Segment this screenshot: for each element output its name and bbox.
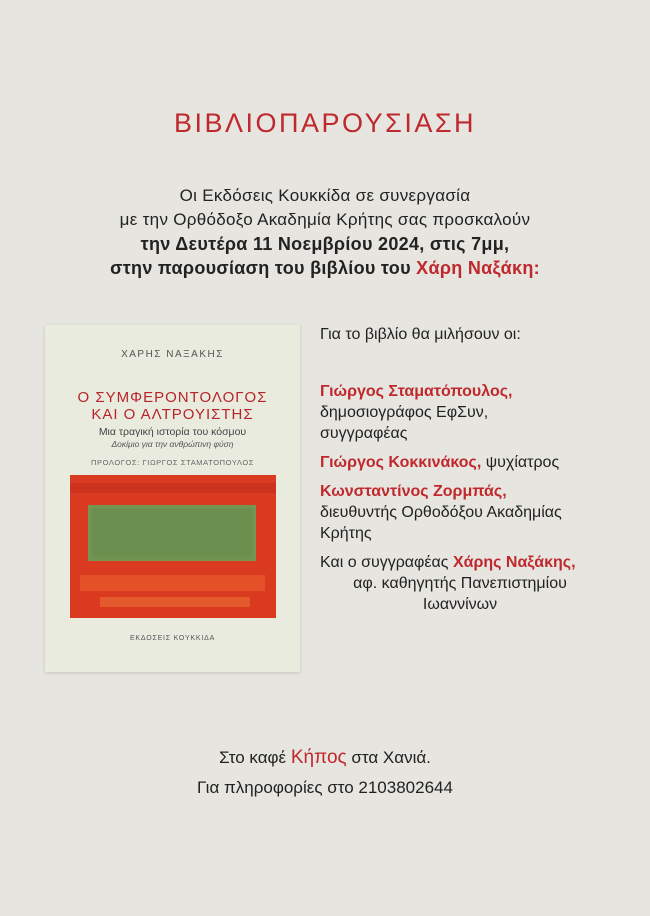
book-cover-title-line-1: Ο ΣΥΜΦΕΡΟΝΤΟΛΟΓΟΣ xyxy=(77,389,268,406)
intro-date-line: την Δευτέρα 11 Νοεμβρίου 2024, στις 7μμ, xyxy=(140,234,510,254)
footer-venue-line xyxy=(0,743,650,773)
intro-line-4-text: στην παρουσίαση του βιβλίου του xyxy=(110,258,417,278)
speaker-1 xyxy=(320,381,630,444)
speaker-4-line xyxy=(320,552,630,573)
intro-line-4 xyxy=(0,256,650,280)
speakers-lead: Για το βιβλίο θα μιλήσουν οι: xyxy=(320,326,521,343)
footer-info: Για πληροφορίες στο 2103802644 xyxy=(197,778,453,797)
painting-streak-bottom xyxy=(100,597,250,607)
painting-green-block xyxy=(88,505,256,561)
speakers-section xyxy=(320,324,630,623)
footer-prefix: Στο καφέ xyxy=(219,748,291,767)
book-cover-author: ΧΑΡΗΣ ΝΑΞΑΚΗΣ xyxy=(121,349,224,360)
speaker-1-role-line-2: συγγραφέας xyxy=(320,425,408,442)
speaker-4-role-line-1: αφ. καθηγητής Πανεπιστημίου xyxy=(353,575,567,592)
book-cover xyxy=(45,325,300,672)
invitation-text xyxy=(0,184,650,280)
book-cover-title xyxy=(45,389,300,423)
speaker-1-name: Γιώργος Σταματόπουλος, xyxy=(320,383,513,400)
footer xyxy=(0,743,650,803)
book-cover-prologue: ΠΡΟΛΟΓΟΣ: ΓΙΩΡΓΟΣ ΣΤΑΜΑΤΟΠΟΥΛΟΣ xyxy=(90,458,255,467)
intro-author-name: Χάρη Ναξάκη: xyxy=(416,258,540,278)
speaker-3-role-line-2: Κρήτης xyxy=(320,525,372,542)
intro-line-2: με την Ορθόδοξο Ακαδημία Κρήτης σας προσκαλούν xyxy=(119,210,531,229)
speaker-2 xyxy=(320,452,630,473)
speaker-1-role-line-1: δημοσιογράφος ΕφΣυν, xyxy=(320,404,489,421)
footer-venue-name: Κήπος xyxy=(290,747,347,768)
book-cover-subtitle: Μια τραγική ιστορία του κόσμου xyxy=(98,426,247,438)
page-title: ΒΙΒΛΙΟΠΑΡΟΥΣΙΑΣΗ xyxy=(173,108,477,138)
speaker-3-name: Κωνσταντίνος Ζορμπάς, xyxy=(320,483,507,500)
speaker-4-role-line-2: Ιωαννίνων xyxy=(422,596,498,613)
intro-line-1: Οι Εκδόσεις Κουκκίδα σε συνεργασία xyxy=(179,186,471,205)
speaker-2-name: Γιώργος Κοκκινάκος, xyxy=(320,454,482,471)
painting-streak-middle xyxy=(80,575,265,591)
footer-suffix: στα Χανιά. xyxy=(346,748,431,767)
speaker-4-prefix: Και ο συγγραφέας xyxy=(320,554,453,571)
speaker-3-role-line-1: διευθυντής Ορθοδόξου Ακαδημίας xyxy=(320,504,562,521)
speaker-4-name: Χάρης Ναξάκης, xyxy=(452,554,576,571)
book-cover-painting xyxy=(70,475,276,618)
book-cover-title-line-2: ΚΑΙ Ο ΑΛΤΡΟΥΙΣΤΗΣ xyxy=(91,406,254,423)
painting-streak-top xyxy=(70,483,276,493)
speaker-3 xyxy=(320,481,630,544)
book-cover-subtitle-2: Δοκίμιο για την ανθρώπινη φύση xyxy=(111,439,234,449)
speaker-4 xyxy=(320,552,630,615)
speaker-2-role: ψυχίατρος xyxy=(481,454,560,471)
book-cover-publisher: ΕΚΔΟΣΕΙΣ ΚΟΥΚΚΙΔΑ xyxy=(129,635,216,642)
